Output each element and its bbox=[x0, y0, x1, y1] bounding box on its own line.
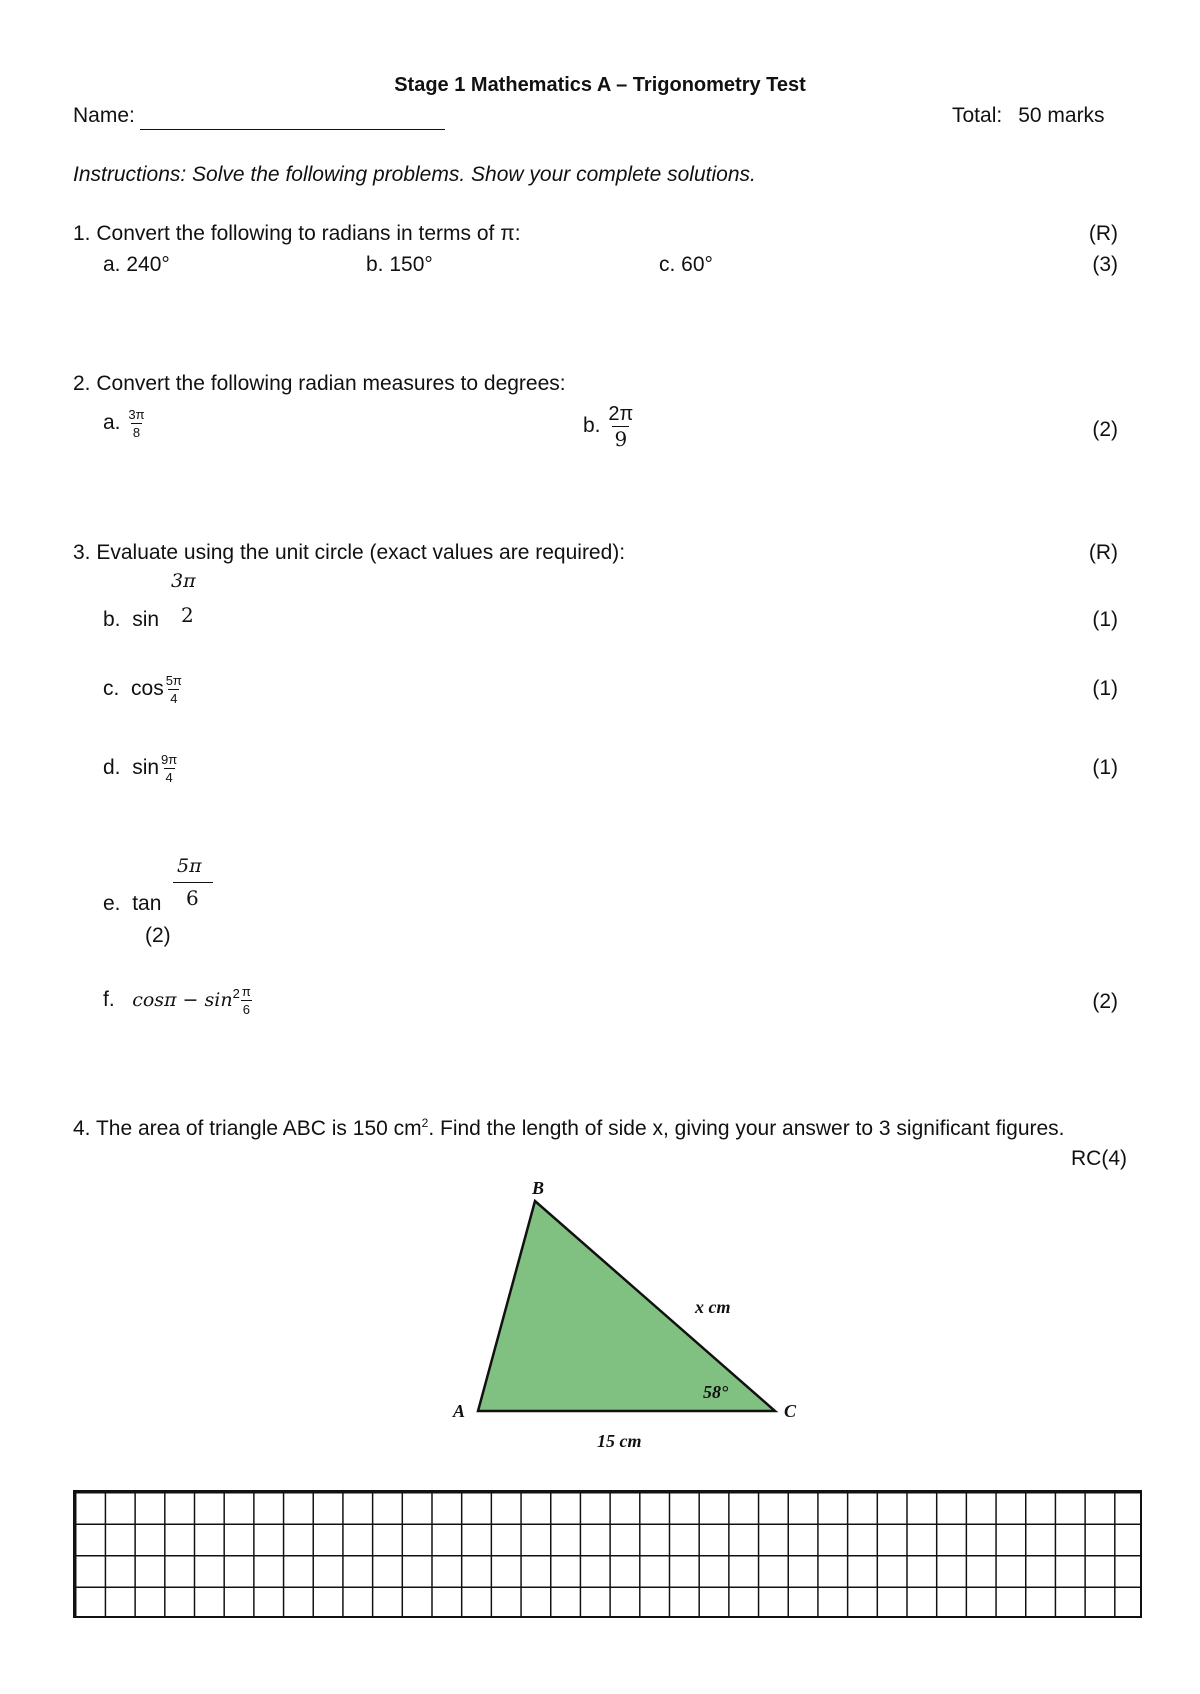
q3-d-den: 4 bbox=[165, 770, 173, 785]
q3-part-c bbox=[103, 674, 184, 705]
q2-a-label: a. bbox=[103, 411, 121, 435]
q2-part-b bbox=[583, 404, 635, 449]
q1-text: 1. Convert the following to radians in terms of π: bbox=[73, 222, 521, 245]
total-label: Total: bbox=[952, 104, 1003, 127]
side-ac-label: 15 cm bbox=[597, 1431, 642, 1451]
page-title: Stage 1 Mathematics A – Trigonometry Test bbox=[394, 74, 806, 96]
q3-c-mark: (1) bbox=[1092, 677, 1118, 700]
q1-mark-r: (R) bbox=[1088, 222, 1118, 245]
q2-part-a bbox=[103, 408, 147, 439]
q3-part-f bbox=[103, 985, 253, 1016]
angle-c-label: 58° bbox=[703, 1382, 729, 1402]
q1-part-c: c. 60° bbox=[659, 253, 713, 276]
q4-sup: 2 bbox=[421, 1116, 429, 1130]
q2-b-label: b. bbox=[583, 414, 601, 438]
q3-f-num: π bbox=[241, 984, 251, 999]
q3-c-label: c. bbox=[103, 677, 120, 701]
vertex-a-label: A bbox=[453, 1401, 466, 1421]
q4-mark: RC(4) bbox=[1071, 1147, 1127, 1170]
instructions: Instructions: Solve the following problems. Show your complete solutions. bbox=[73, 163, 756, 186]
name-field-line bbox=[140, 129, 445, 130]
q2-b-den: 9 bbox=[614, 427, 628, 451]
q3-part-e bbox=[103, 892, 161, 916]
q3-d-num: 9π bbox=[161, 752, 178, 767]
name-label: Name: bbox=[73, 104, 135, 127]
q2-a-num: 3π bbox=[128, 407, 145, 422]
q3-b-num: 3π bbox=[171, 570, 196, 592]
vertex-c-label: C bbox=[784, 1401, 797, 1421]
q3-b-den: 2 bbox=[181, 603, 194, 627]
q2-text: 2. Convert the following radian measures to degrees: bbox=[73, 372, 566, 395]
q3-c-fn: cos bbox=[131, 677, 164, 701]
vertex-b-label: B bbox=[532, 1178, 545, 1198]
q3-part-d bbox=[103, 753, 179, 784]
q3-part-b bbox=[103, 608, 159, 632]
q3-e-den: 6 bbox=[186, 886, 199, 910]
q3-b-label: b. bbox=[103, 608, 121, 631]
q1-part-a: a. 240° bbox=[103, 253, 170, 276]
q3-e-mark: (2) bbox=[145, 924, 171, 947]
q3-d-fn: sin bbox=[132, 756, 160, 780]
triangle-abc-figure bbox=[440, 1168, 800, 1468]
total-marks bbox=[952, 104, 1105, 128]
q3-f-label: f. bbox=[103, 988, 115, 1012]
side-bc-label: x cm bbox=[695, 1297, 731, 1317]
q3-e-fn: tan bbox=[132, 892, 162, 915]
q4-text bbox=[73, 1116, 1065, 1141]
q3-c-fraction bbox=[164, 674, 184, 705]
q2-b-num: 2π bbox=[608, 403, 634, 425]
q3-f-fraction bbox=[240, 985, 253, 1016]
q3-e-label: e. bbox=[103, 892, 121, 915]
q3-f-sup: 2 bbox=[232, 986, 240, 1002]
q2-a-den: 8 bbox=[132, 425, 141, 440]
answer-grid bbox=[73, 1490, 1142, 1618]
q3-text: 3. Evaluate using the unit circle (exact values are required): bbox=[73, 541, 626, 564]
q2-mark: (2) bbox=[1092, 418, 1118, 441]
q1-part-b: b. 150° bbox=[366, 253, 433, 276]
q3-f-expr: cosπ − sin bbox=[132, 989, 233, 1012]
q4-text-after: . Find the length of side x, giving your answer to 3 significant figures. bbox=[428, 1117, 1065, 1140]
q3-d-fraction bbox=[159, 753, 179, 784]
q1-mark: (3) bbox=[1092, 253, 1118, 276]
q3-d-mark: (1) bbox=[1092, 756, 1118, 779]
q3-b-fn: sin bbox=[132, 608, 160, 631]
total-value: 50 marks bbox=[1018, 104, 1105, 127]
q3-c-num: 5π bbox=[165, 673, 182, 688]
q2-a-fraction bbox=[126, 408, 146, 439]
q3-d-label: d. bbox=[103, 756, 121, 780]
q3-e-fraction-bar bbox=[173, 882, 213, 883]
q3-c-den: 4 bbox=[170, 691, 178, 706]
q3-f-den: 6 bbox=[242, 1002, 250, 1017]
q4-text-before: 4. The area of triangle ABC is 150 cm bbox=[73, 1117, 422, 1140]
q2-b-fraction bbox=[606, 404, 635, 449]
q3-e-num: 5π bbox=[177, 855, 202, 877]
q3-f-mark: (2) bbox=[1092, 990, 1118, 1013]
q3-mark-r: (R) bbox=[1088, 541, 1118, 564]
q3-b-mark: (1) bbox=[1092, 608, 1118, 631]
